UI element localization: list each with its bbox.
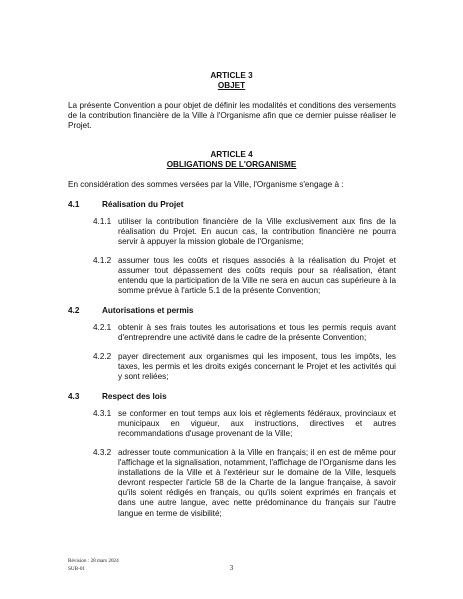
page-number: 3 xyxy=(229,565,234,572)
item-number: 4.2.1 xyxy=(93,323,112,332)
list-item xyxy=(93,256,396,296)
item-text: se conformer en tout temps aux lois et règlements fédéraux, provinciaux et municipaux en vigueur, aux instructions, directives et autres recommandations d'usage provenant de la Ville; xyxy=(118,409,396,439)
article-3-header xyxy=(0,71,463,91)
article-4-subtitle: OBLIGATIONS DE L'ORGANISME xyxy=(166,160,297,170)
article-4-header xyxy=(0,150,463,170)
list-item xyxy=(93,448,396,519)
item-number: 4.1.1 xyxy=(93,217,112,226)
article-4-heading: ARTICLE 4 xyxy=(210,150,253,159)
item-text: adresser toute communication à la Ville en français; il en est de même pour l'affichage et la signalisation, notamment, l'affichage de l'Organisme dans les installations de la Ville et à l'extérieur sur le domaine de la Ville, lesquels devront respecter l'article 58 de la Charte de la langue française, à savoir qu'ils soient rédigés en français, ou qu'ils soient exprimés en français et dans une autre langue, avec nette prédominance du français sur l'autre langue en terme de visibilité; xyxy=(118,448,396,518)
article-3-subtitle: OBJET xyxy=(217,81,246,91)
item-text: utiliser la contribution financière de la Ville exclusivement aux fins de la réalisation du Projet. En aucun cas, la contribution financière ne pourra servir à appuyer la mission globale de l'Organisme; xyxy=(118,217,396,247)
list-item xyxy=(93,323,396,343)
item-text: obtenir à ses frais toutes les autorisations et tous les permis requis avant d'entreprendre une activité dans le cadre de la présente Convention; xyxy=(118,323,396,343)
list-item xyxy=(93,352,396,382)
item-number: 4.3.1 xyxy=(93,409,112,418)
footer-code: SUB-01 xyxy=(68,566,86,572)
section-title: Autorisations et permis xyxy=(102,306,194,315)
list-item xyxy=(93,217,396,247)
item-number: 4.1.2 xyxy=(93,256,112,265)
item-text: assumer tous les coûts et risques associés à la réalisation du Projet et assumer tout dépassement des coûts requis pour sa réalisation, étant entendu que la participation de la Ville ne sera en aucun cas supérieure à la somme prévue à l'article 5.1 de la présente Convention; xyxy=(118,256,396,296)
article-3-heading: ARTICLE 3 xyxy=(210,71,253,80)
section-title: Respect des lois xyxy=(102,392,167,401)
article-3-body: La présente Convention a pour objet de définir les modalités et conditions des versements de la contribution financière de la Ville à l'Organisme afin que ce dernier puisse réaliser le Projet. xyxy=(68,101,396,131)
article-4-intro: En considération des sommes versées par la Ville, l'Organisme s'engage à : xyxy=(68,180,344,189)
item-number: 4.3.2 xyxy=(93,448,112,457)
list-item xyxy=(93,409,396,439)
section-number: 4.1 xyxy=(68,200,80,209)
section-number: 4.2 xyxy=(68,306,80,315)
item-text: payer directement aux organismes qui les imposent, tous les impôts, les taxes, les permis et les droits exigés concernant le Projet et les activités qui y sont reliées; xyxy=(118,352,396,382)
footer-revision: Révision : 28 mars 2024 xyxy=(68,558,119,564)
section-number: 4.3 xyxy=(68,392,80,401)
section-title: Réalisation du Projet xyxy=(102,200,184,209)
item-number: 4.2.2 xyxy=(93,352,112,361)
